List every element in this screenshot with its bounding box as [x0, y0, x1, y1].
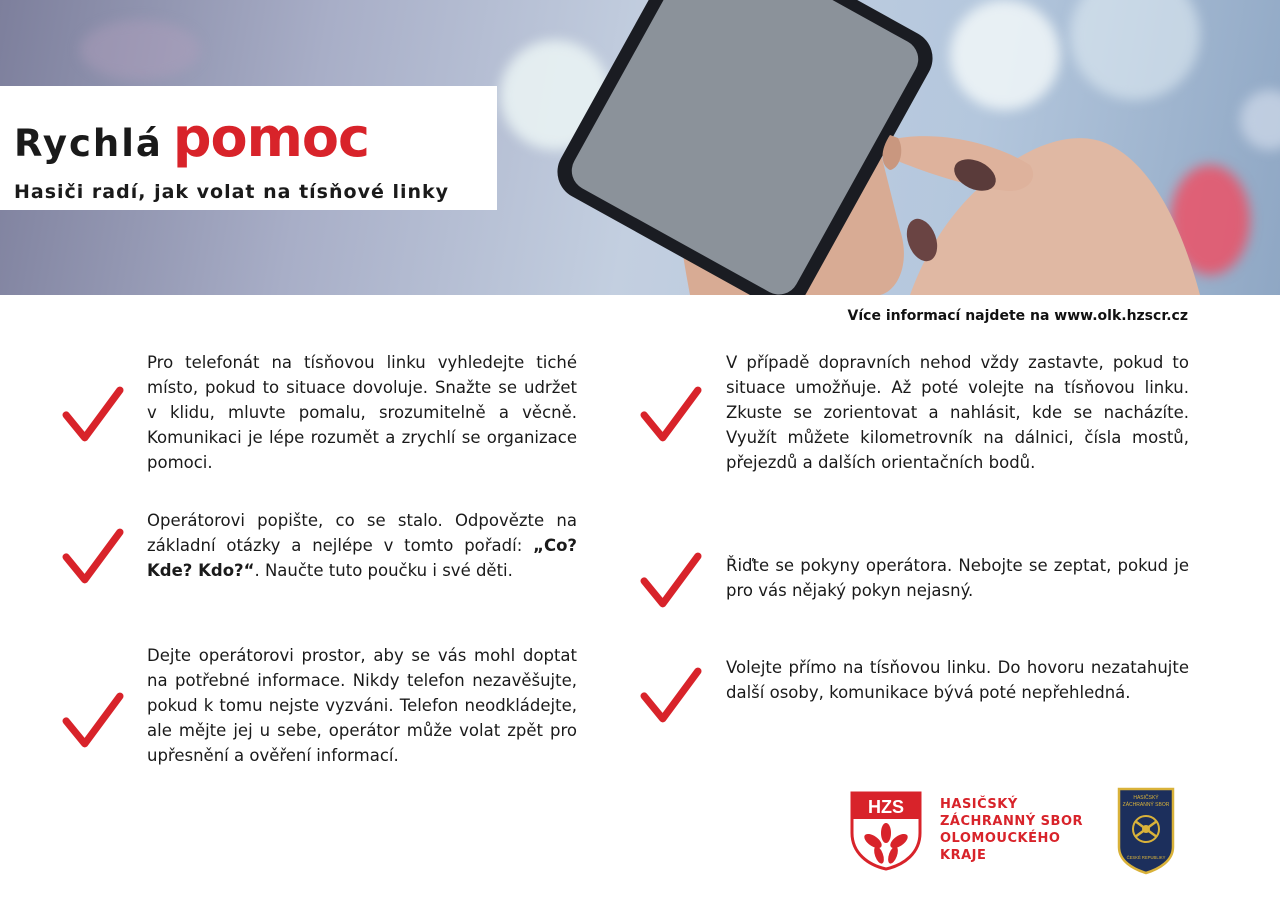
title-box: [0, 86, 497, 210]
tip-text: Pro telefonát na tísňovou linku vyhledejte tiché místo, pokud to situace dovoluje. Snažte se udržet v klidu, mluvte pomalu, srozumitelně a věcně. Komunikaci je lépe rozumět a zrychlí se organizace pomoci.: [147, 353, 577, 472]
hzs-logo-abbr: HZS: [868, 797, 904, 817]
hero-photo: [0, 0, 1280, 295]
checkmark-icon: [62, 384, 124, 446]
emblem-text: ZÁCHRANNÝ SBOR: [1122, 802, 1170, 808]
title-part-1: Rychlá: [14, 122, 163, 165]
logo-line: HASIČSKÝ: [940, 797, 1018, 812]
logo-line: ZÁCHRANNÝ SBOR: [940, 814, 1084, 829]
checkmark-icon: [62, 526, 124, 588]
checkmark-icon: [640, 665, 702, 727]
checkmark-icon: [62, 690, 124, 752]
tip-text-bold: „Co? Kde? Kdo?“: [147, 536, 577, 580]
tip-text: V případě dopravních nehod vždy zastavte, pokud to situace umožňuje. Až poté volejte na tísňovou linku. Zkuste se zorientovat a nahlásit, kde se nacházíte. Využít můžete kilometrovník na dálnici, čísla mostů, přejezdů a dalších orientačních bodů.: [726, 353, 1189, 472]
hzs-logo: [846, 789, 926, 871]
tip-text: [147, 508, 577, 583]
page-subtitle: Hasiči radí, jak volat na tísňové linky: [14, 181, 450, 203]
hzs-logo-text: [940, 796, 1083, 864]
logo-line: OLOMOUCKÉHO: [940, 831, 1061, 846]
tip-text-part: . Naučte tuto poučku i své děti.: [254, 561, 513, 580]
hzs-emblem: [1113, 785, 1179, 875]
tip-text: Dejte operátorovi prostor, aby se vás mohl doptat na potřebné informace. Nikdy telefon nezavěšujte, pokud k tomu nejste vyzváni. Telefon neodkládejte, ale mějte jej u sebe, operátor může volat zpět pro upřesnění a ověření informací.: [147, 646, 577, 765]
logo-line: KRAJE: [940, 848, 987, 863]
tip-text: Řiďte se pokyny operátora. Nebojte se zeptat, pokud je pro vás nějaký pokyn nejasný.: [726, 556, 1189, 600]
checkmark-icon: [640, 550, 702, 612]
tip-text-part: Operátorovi popište, co se stalo. Odpovězte na základní otázky a nejlépe v tomto pořadí:: [147, 511, 577, 555]
emblem-text: ČESKÉ REPUBLIKY: [1126, 855, 1166, 860]
tip-text: Volejte přímo na tísňovou linku. Do hovoru nezatahujte další osoby, komunikace bývá poté nepřehledná.: [726, 658, 1189, 702]
checkmark-icon: [640, 384, 702, 446]
emblem-text: HASIČSKÝ: [1133, 795, 1159, 801]
page-title: [14, 106, 369, 169]
title-part-2: pomoc: [172, 106, 370, 169]
more-info-link[interactable]: Více informací najdete na www.olk.hzscr.cz: [847, 308, 1188, 324]
